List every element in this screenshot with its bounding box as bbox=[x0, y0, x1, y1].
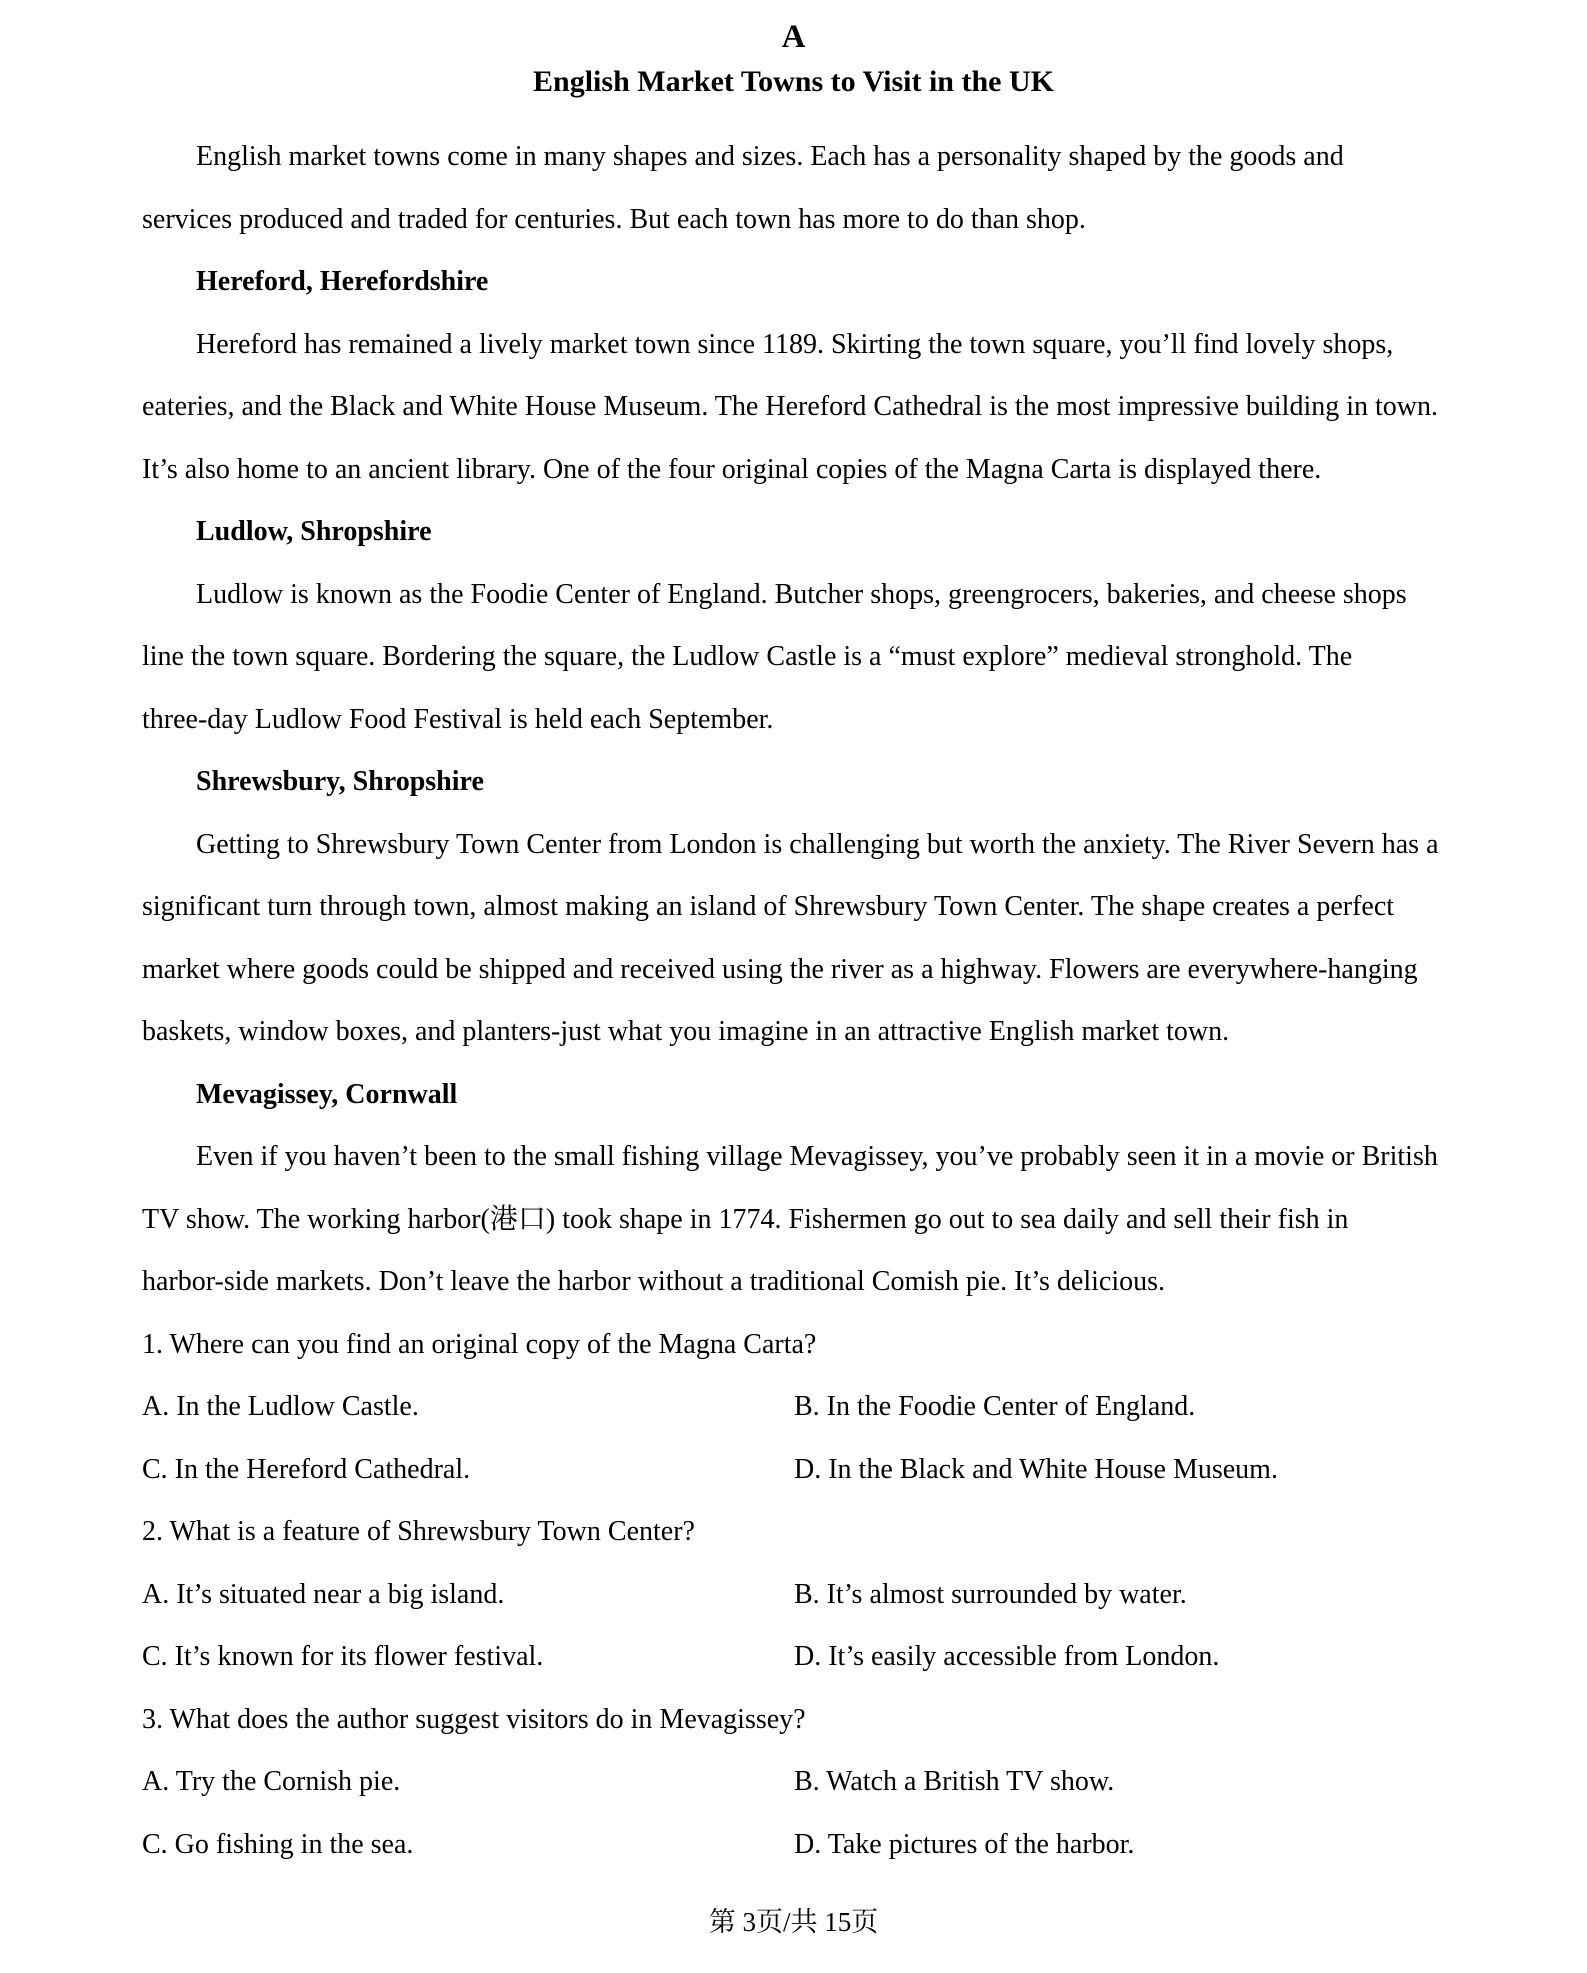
passage-line: It’s also home to an ancient library. One of the four original copies of the Magna Carta is displayed there. bbox=[142, 453, 1322, 485]
passage-line: three-day Ludlow Food Festival is held each September. bbox=[142, 703, 774, 735]
page-number: 第 3页/共 15页 bbox=[708, 1907, 879, 1937]
passage-line: eateries, and the Black and White House Museum. The Hereford Cathedral is the most impressive building in town. bbox=[142, 391, 1438, 422]
question-1-option-a: A. In the Ludlow Castle. bbox=[142, 1391, 419, 1422]
question-2-option-c: C. It’s known for its flower festival. bbox=[142, 1641, 544, 1672]
question-2-options-row bbox=[142, 1626, 1445, 1689]
question-2-option-b: B. It’s almost surrounded by water. bbox=[794, 1578, 1187, 1610]
question-3-prompt: 3. What does the author suggest visitors do in Mevagissey? bbox=[142, 1703, 806, 1735]
passage-line: English market towns come in many shapes and sizes. Each has a personality shaped by the goods and bbox=[196, 141, 1344, 172]
question-2-options-row bbox=[142, 1564, 1445, 1627]
question-3-options-row bbox=[142, 1814, 1445, 1877]
question-1-options-row bbox=[142, 1439, 1445, 1502]
section-heading-shrewsbury: Shrewsbury, Shropshire bbox=[196, 766, 484, 797]
passage-line: harbor-side markets. Don’t leave the harbor without a traditional Comish pie. It’s delicious. bbox=[142, 1266, 1166, 1297]
passage-line: Ludlow is known as the Foodie Center of England. Butcher shops, greengrocers, bakeries, and cheese shops bbox=[196, 578, 1407, 610]
question-1-option-b: B. In the Foodie Center of England. bbox=[794, 1391, 1196, 1422]
question-1-prompt: 1. Where can you find an original copy of the Magna Carta? bbox=[142, 1328, 817, 1360]
section-heading-mevagissey: Mevagissey, Cornwall bbox=[196, 1078, 458, 1110]
section-heading-hereford: Hereford, Herefordshire bbox=[196, 266, 489, 297]
question-2-option-d: D. It’s easily accessible from London. bbox=[794, 1641, 1220, 1672]
passage-line: services produced and traded for centuries. But each town has more to do than shop. bbox=[142, 203, 1086, 235]
question-1-option-d: D. In the Black and White House Museum. bbox=[794, 1453, 1278, 1485]
question-1-options-row bbox=[142, 1376, 1445, 1439]
section-label: A bbox=[781, 19, 806, 55]
question-3-options-row bbox=[142, 1751, 1445, 1814]
passage-line: market where goods could be shipped and received using the river as a highway. Flowers are everywhere-hanging bbox=[142, 953, 1418, 985]
passage-line: Even if you haven’t been to the small fishing village Mevagissey, you’ve probably seen it in a movie or British bbox=[196, 1141, 1438, 1172]
passage-line: Getting to Shrewsbury Town Center from London is challenging but worth the anxiety. The River Severn has a bbox=[196, 828, 1439, 860]
question-3-option-d: D. Take pictures of the harbor. bbox=[794, 1828, 1135, 1860]
question-2-option-a: A. It’s situated near a big island. bbox=[142, 1578, 505, 1610]
question-2-prompt: 2. What is a feature of Shrewsbury Town Center? bbox=[142, 1516, 695, 1547]
section-heading-ludlow: Ludlow, Shropshire bbox=[196, 516, 432, 547]
question-3-option-b: B. Watch a British TV show. bbox=[794, 1766, 1115, 1797]
passage-line: baskets, window boxes, and planters-just what you imagine in an attractive English market town. bbox=[142, 1016, 1230, 1047]
question-3-option-c: C. Go fishing in the sea. bbox=[142, 1828, 414, 1860]
passage-title: English Market Towns to Visit in the UK bbox=[533, 65, 1054, 98]
passage-line: Hereford has remained a lively market town since 1189. Skirting the town square, you’ll find lovely shops, bbox=[196, 328, 1394, 360]
passage-body bbox=[142, 126, 1445, 1876]
passage-line: significant turn through town, almost making an island of Shrewsbury Town Center. The shape creates a perfect bbox=[142, 891, 1395, 922]
question-3-option-a: A. Try the Cornish pie. bbox=[142, 1766, 401, 1797]
passage-line: TV show. The working harbor(港口) took shape in 1774. Fishermen go out to sea daily and sell their fish in bbox=[142, 1203, 1349, 1235]
question-1-option-c: C. In the Hereford Cathedral. bbox=[142, 1453, 471, 1485]
passage-line: line the town square. Bordering the square, the Ludlow Castle is a “must explore” medieval stronghold. The bbox=[142, 641, 1353, 672]
